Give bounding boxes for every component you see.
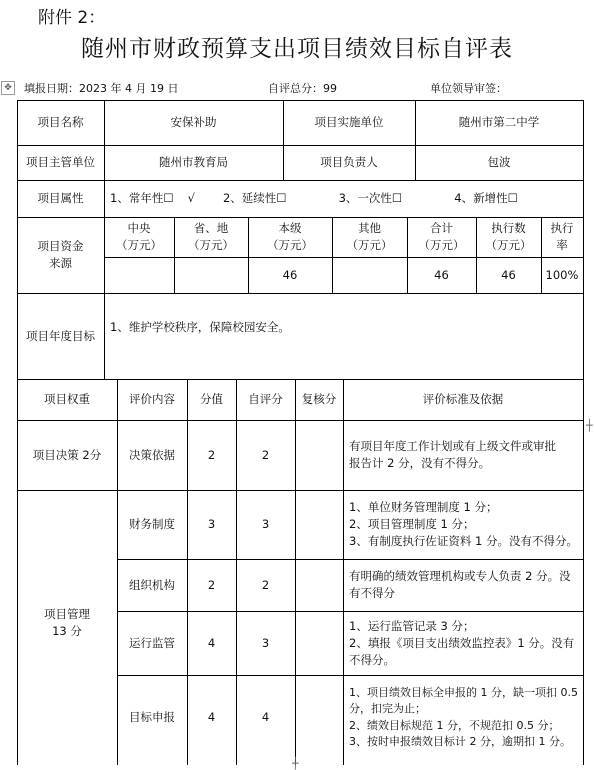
project-name-label: 项目名称 [37, 115, 84, 129]
total-score: 自评总分：99 [268, 82, 337, 95]
eval-header-review: 复核分 [301, 392, 337, 406]
eval-header-content: 评价内容 [129, 392, 175, 406]
decision-weight: 项目决策 2分 [32, 447, 102, 462]
attr-option-3: 3、一次性☐ [338, 191, 403, 205]
mgmt-self: 3 [261, 517, 270, 531]
goal-label: 项目年度目标 [26, 328, 95, 343]
mgmt-criteria: 1、项目绩效目标全申报的 1 分，缺一项扣 0.5 分，扣完为止； 2、绩效目标规范 1 分，不规范扣 0.5 分； 3、按时申报绩效目标计 2 分，逾期扣 1 分。 [349, 685, 578, 748]
column-insert-plus-icon[interactable]: ┼ [292, 757, 299, 770]
eval-header-score: 分值 [200, 392, 223, 406]
funds-header-executed: 执行数 （万元） [485, 221, 532, 252]
mgmt-content: 组织机构 [129, 577, 175, 592]
decision-criteria: 有项目年度工作计划或有上级文件或审批 报告计 2 分，没有不得分。 [349, 439, 556, 470]
mgmt-score: 3 [207, 517, 216, 531]
funds-value-other [332, 257, 407, 293]
project-name-value: 安保补助 [170, 115, 217, 129]
funds-header-other: 其他 （万元） [346, 221, 393, 252]
decision-self: 2 [261, 447, 270, 462]
mgmt-content: 运行监管 [129, 635, 175, 650]
mgmt-score: 4 [207, 635, 216, 650]
funds-header-rate: 执行 率 [550, 221, 574, 252]
mgmt-criteria: 有明确的绩效管理机构或专人负责 2 分。没 有不得分 [349, 569, 571, 600]
goal-text: 1、维护学校秩序，保障校园安全。 [110, 320, 290, 334]
decision-score: 2 [207, 447, 216, 462]
owner-value: 包波 [487, 155, 511, 169]
eval-header-criteria: 评价标准及依据 [422, 392, 504, 406]
funds-value-executed: 46 [501, 267, 516, 282]
decision-content: 决策依据 [129, 447, 175, 462]
table-rule [295, 379, 296, 765]
mgmt-self: 2 [261, 577, 270, 592]
funds-header-central: 中央 （万元） [116, 221, 162, 252]
row-insert-plus-icon[interactable]: ┼ [586, 419, 593, 432]
impl-unit-label: 项目实施单位 [314, 115, 384, 129]
management-weight: 项目管理 13 分 [44, 606, 90, 638]
mgmt-score: 4 [207, 710, 216, 724]
mgmt-self: 3 [261, 635, 270, 650]
funds-value-province [174, 257, 248, 293]
attr-option-4: 4、新增性☐ [454, 191, 518, 205]
dept-label: 项目主管单位 [26, 155, 95, 169]
attachment-label: 附件 2： [38, 8, 106, 28]
mgmt-criteria: 1、运行监管记录 3 分； 2、填报《项目支出绩效监控表》1 分。没有 不得分。 [349, 618, 575, 667]
table-rule [583, 100, 584, 765]
attr-options [104, 180, 583, 217]
owner-label: 项目负责人 [320, 155, 378, 169]
mgmt-self: 4 [261, 710, 270, 724]
table-move-handle-icon[interactable]: ✥ [1, 81, 15, 95]
attr-option-2: 2、延续性☐ [222, 191, 287, 205]
page-title: 随州市财政预算支出项目绩效目标自评表 [81, 36, 513, 62]
mgmt-content: 目标申报 [129, 710, 175, 724]
funds-header-province: 省、地 （万元） [188, 221, 234, 252]
mgmt-score: 2 [207, 577, 216, 592]
funds-label: 项目资金 来源 [37, 239, 84, 270]
attr-label: 项目属性 [37, 191, 84, 205]
funds-value-local: 46 [282, 267, 298, 282]
fill-date: 填报日期：2023 年 4 月 19 日 [24, 82, 179, 95]
funds-header-local: 本级 （万元） [267, 221, 313, 252]
mgmt-criteria: 1、单位财务管理制度 1 分； 2、项目管理制度 1 分； 3、有制度执行佐证资料 1 分。没有不得分。 [349, 500, 578, 548]
impl-unit-value: 随州市第二中学 [458, 115, 540, 129]
funds-header-total: 合计 （万元） [418, 221, 465, 252]
dept-value: 随州市教育局 [159, 155, 228, 169]
check-mark-icon: √ [187, 191, 195, 205]
attr-option-1: 1、常年性☐ [110, 191, 174, 205]
funds-value-rate: 100% [545, 267, 579, 282]
mgmt-content: 财务制度 [129, 517, 175, 531]
funds-value-central [104, 257, 174, 293]
funds-value-total: 46 [434, 267, 449, 282]
approval-label: 单位领导审签： [430, 82, 507, 95]
eval-header-self: 自评分 [248, 392, 283, 406]
eval-header-weight: 项目权重 [44, 392, 90, 406]
